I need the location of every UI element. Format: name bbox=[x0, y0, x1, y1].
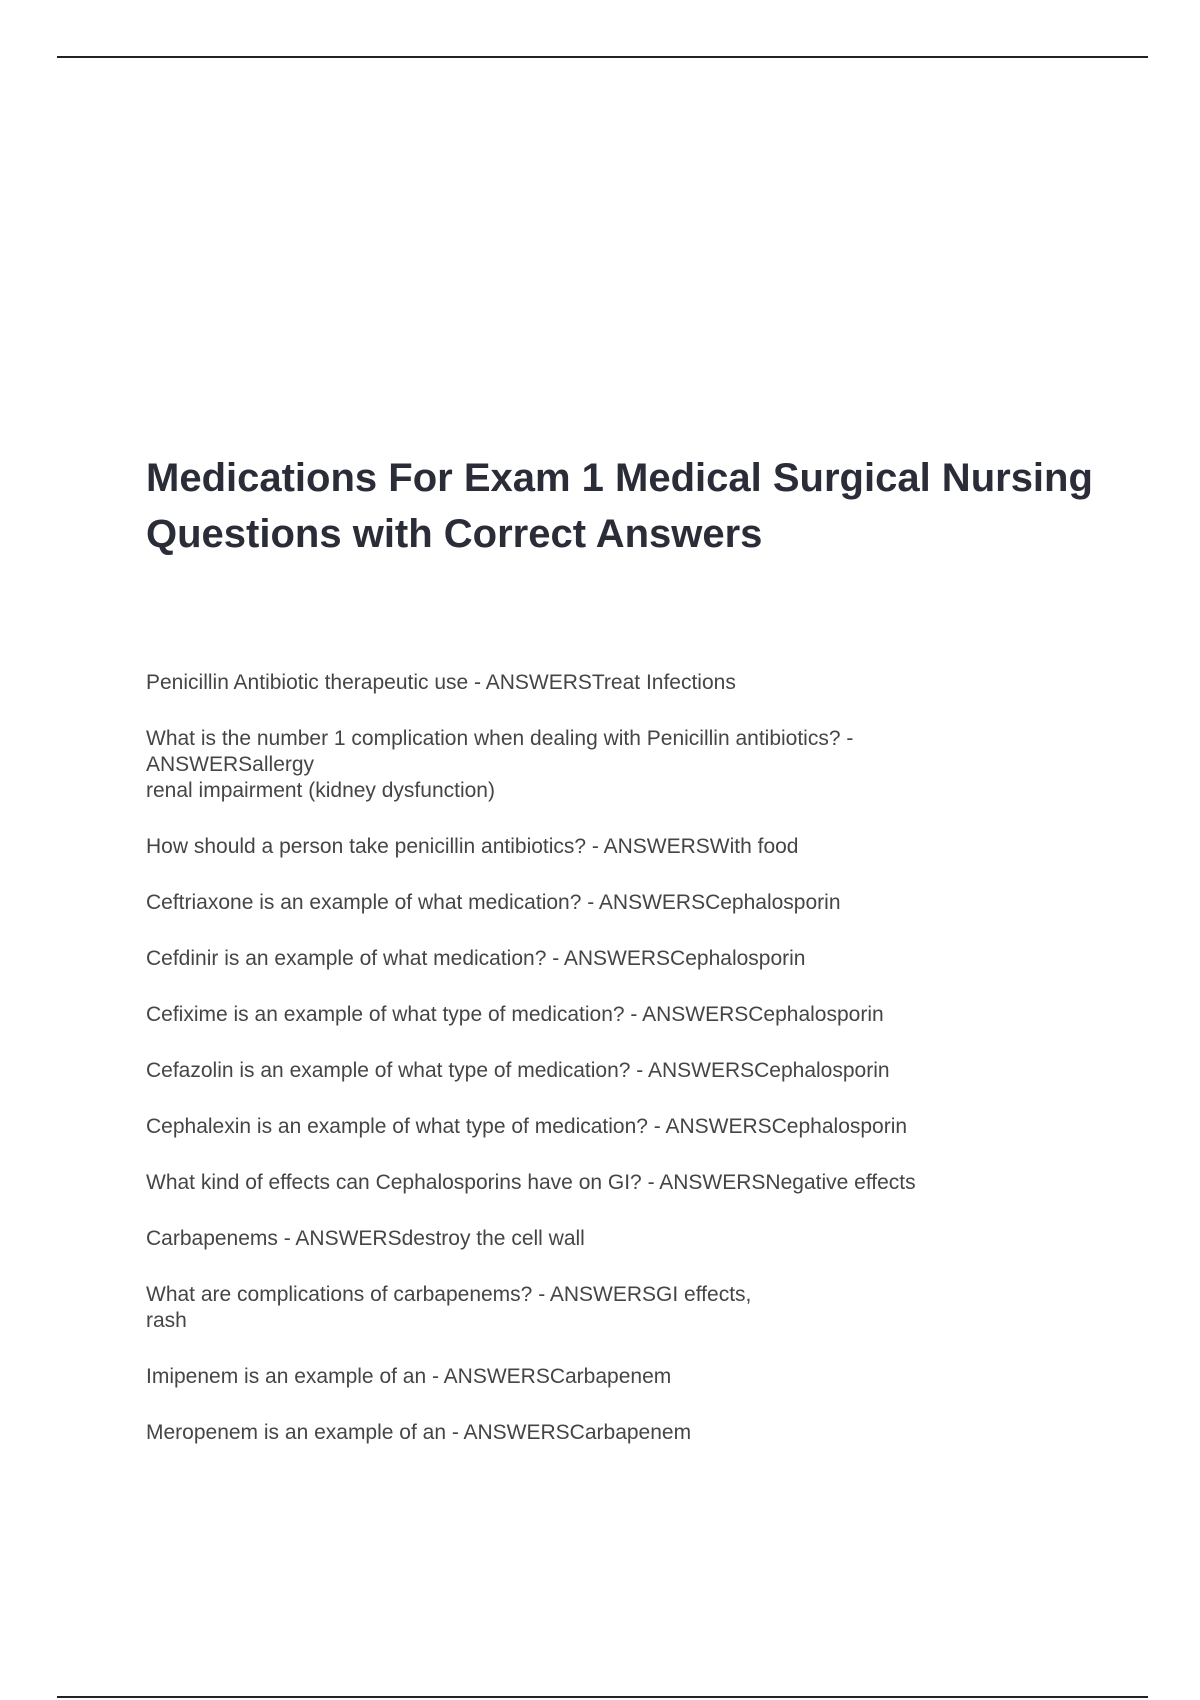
qa-item: What is the number 1 complication when dealing with Penicillin antibiotics? - ANSWERSallergy renal impairment (kidney dysfunction) bbox=[146, 727, 854, 802]
qa-item: Cefixime is an example of what type of medication? - ANSWERSCephalosporin bbox=[146, 1003, 884, 1026]
header-rule bbox=[57, 56, 1148, 58]
qa-item: What are complications of carbapenems? - ANSWERSGI effects, rash bbox=[146, 1283, 752, 1332]
qa-item: Cefdinir is an example of what medication? - ANSWERSCephalosporin bbox=[146, 947, 806, 970]
qa-item: Cefazolin is an example of what type of medication? - ANSWERSCephalosporin bbox=[146, 1059, 890, 1082]
footer-rule bbox=[57, 1696, 1148, 1698]
qa-list bbox=[146, 670, 1106, 1476]
qa-item: Imipenem is an example of an - ANSWERSCarbapenem bbox=[146, 1365, 672, 1388]
qa-item: Meropenem is an example of an - ANSWERSCarbapenem bbox=[146, 1421, 692, 1444]
qa-item: What kind of effects can Cephalosporins have on GI? - ANSWERSNegative effects bbox=[146, 1171, 916, 1194]
qa-item: Cephalexin is an example of what type of medication? - ANSWERSCephalosporin bbox=[146, 1115, 908, 1138]
document-title: Medications For Exam 1 Medical Surgical Nursing Questions with Correct Answers bbox=[146, 456, 1093, 556]
qa-item: Penicillin Antibiotic therapeutic use - ANSWERSTreat Infections bbox=[146, 671, 736, 694]
qa-item: How should a person take penicillin antibiotics? - ANSWERSWith food bbox=[146, 835, 799, 858]
qa-item: Ceftriaxone is an example of what medication? - ANSWERSCephalosporin bbox=[146, 891, 841, 914]
qa-item: Carbapenems - ANSWERSdestroy the cell wall bbox=[146, 1227, 585, 1250]
